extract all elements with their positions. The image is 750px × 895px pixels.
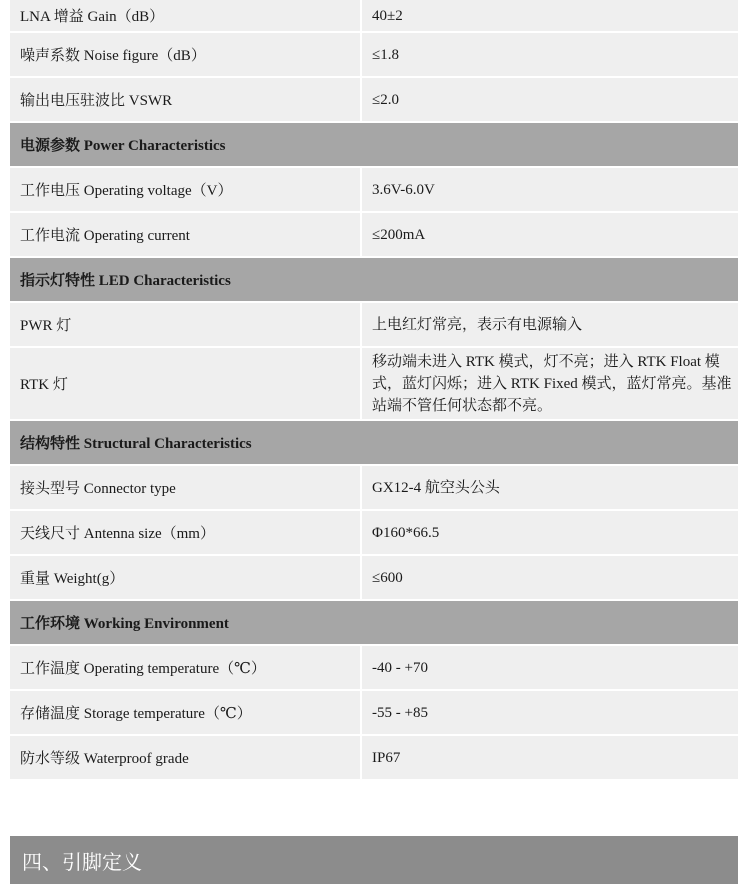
table-row (10, 691, 738, 736)
row-label: 接头型号 Connector type (10, 466, 362, 509)
row-label: 工作温度 Operating temperature（℃） (10, 646, 362, 689)
table-row (10, 0, 738, 33)
table-row (10, 511, 738, 556)
table-row (10, 466, 738, 511)
table-row (10, 33, 738, 78)
table-row (10, 213, 738, 258)
table-row (10, 168, 738, 213)
table-row (10, 78, 738, 123)
row-value: IP67 (372, 749, 401, 766)
table-row (10, 303, 738, 348)
row-label: 输出电压驻波比 VSWR (10, 78, 362, 121)
row-value: 移动端未进入 RTK 模式，灯不亮；进入 RTK Float 模式，蓝灯闪烁；进入 RTK Fixed 模式，蓝灯常亮。基准站端不管任何状态都不亮。 (372, 353, 732, 414)
row-label: 工作电压 Operating voltage（V） (10, 168, 362, 211)
table-row (10, 646, 738, 691)
row-value: -40 - +70 (372, 659, 428, 676)
row-value: Φ160*66.5 (372, 524, 440, 541)
section-header-led: 指示灯特性 LED Characteristics (10, 258, 738, 303)
row-label: 工作电流 Operating current (10, 213, 362, 256)
row-value: ≤2.0 (372, 91, 399, 108)
chapter-title: 四、引脚定义 (10, 836, 738, 884)
table-row (10, 736, 738, 781)
row-value: 40±2 (372, 7, 403, 24)
section-header-structural: 结构特性 Structural Characteristics (10, 421, 738, 466)
row-value: ≤1.8 (372, 46, 399, 63)
row-value: -55 - +85 (372, 704, 428, 721)
section-header-power: 电源参数 Power Characteristics (10, 123, 738, 168)
row-label: 噪声系数 Noise figure（dB） (10, 33, 362, 76)
row-value: 3.6V-6.0V (372, 181, 435, 198)
row-value: 上电红灯常亮，表示有电源输入 (372, 316, 583, 333)
section-header-environment: 工作环境 Working Environment (10, 601, 738, 646)
row-label: LNA 增益 Gain（dB） (10, 0, 362, 31)
row-label: RTK 灯 (10, 348, 362, 419)
spec-table (10, 0, 738, 781)
row-label: 防水等级 Waterproof grade (10, 736, 362, 779)
row-label: 存储温度 Storage temperature（℃） (10, 691, 362, 734)
row-label: 重量 Weight(g） (10, 556, 362, 599)
row-label: 天线尺寸 Antenna size（mm） (10, 511, 362, 554)
row-label: PWR 灯 (10, 303, 362, 346)
row-value: ≤200mA (372, 226, 426, 243)
table-row (10, 556, 738, 601)
row-value: GX12-4 航空头公头 (372, 479, 500, 496)
row-value: ≤600 (372, 569, 403, 586)
table-row (10, 348, 738, 421)
